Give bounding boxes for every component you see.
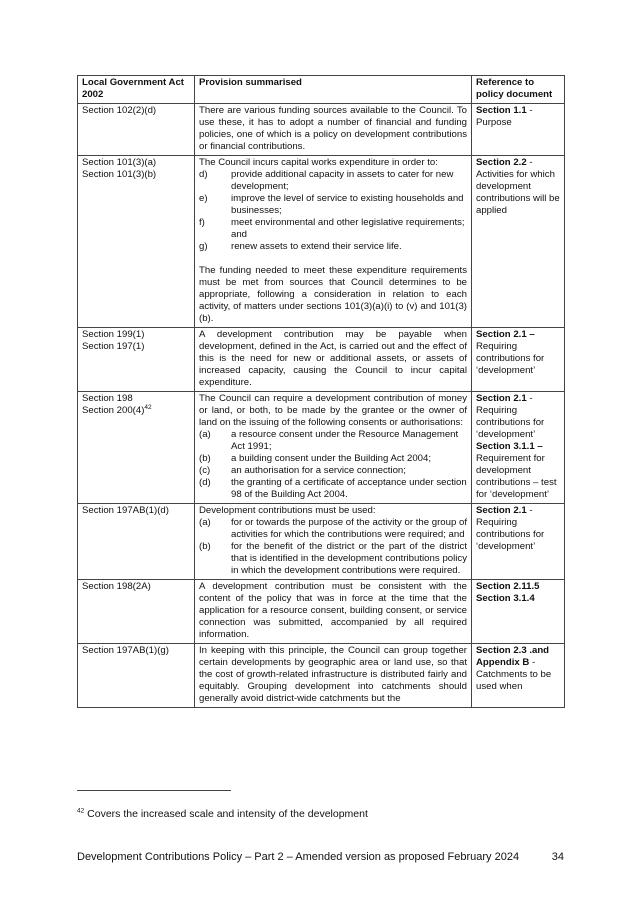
table-row (78, 644, 565, 708)
list-text: for the benefit of the district or the part of the district that is identified in the development contributions policy in which the development contributions were required. (231, 541, 467, 576)
act-section-cell (78, 392, 195, 504)
footnote-text: Covers the increased scale and intensity of the development (84, 808, 368, 820)
act-section: Section 199(1) (82, 329, 145, 340)
reference-text: Requirement for development contributions – test for ‘development’ (476, 453, 557, 500)
list-text: a resource consent under the Resource Management Act 1991; (231, 429, 459, 452)
footnote-divider (77, 790, 231, 791)
table-row (78, 104, 565, 156)
list-item (199, 217, 467, 241)
list-item (199, 517, 467, 541)
reference-cell (472, 504, 565, 580)
provision-list (199, 517, 467, 577)
reference-text: - Catchments to be used when (476, 657, 552, 692)
list-text: for or towards the purpose of the activity or the group of activities for which the contributions were required; and (231, 517, 467, 540)
table-row (78, 504, 565, 580)
list-text: provide additional capacity in assets to cater for new development; (231, 169, 454, 192)
list-item (199, 193, 467, 217)
provision-cell: In keeping with this principle, the Council can group together certain developments by geographic area or land use, so that the cost of growth-related infrastructure is distributed fairly and equitably. Grouping development into catchments should generally avoid district-wide catchments but the (195, 644, 472, 708)
provision-cell (195, 156, 472, 328)
reference-bold: Section 3.1.1 – (476, 441, 543, 452)
reference-bold: Section 2.1 (476, 393, 527, 404)
reference-text: - Requiring contributions for ‘development’ (476, 505, 545, 552)
provision-cell: There are various funding sources available to the Council. To use these, it has to adopt a number of financial and funding policies, one of which is a policy on development contributions or financial contributions. (195, 104, 472, 156)
act-section-cell (78, 328, 195, 392)
act-section: Section 197AB(1)(d) (82, 505, 169, 516)
reference-cell (472, 580, 565, 644)
reference-bold: Section 1.1 (476, 105, 527, 116)
act-section-cell (78, 504, 195, 580)
list-marker: d) (199, 169, 208, 180)
provision-list (199, 169, 467, 253)
list-text: an authorisation for a service connection; (231, 465, 406, 476)
act-section: Section 198 (82, 393, 133, 404)
footnote-number: 42 (77, 807, 85, 815)
list-marker: (d) (199, 477, 211, 488)
list-marker: (b) (199, 453, 211, 464)
reference-cell (472, 328, 565, 392)
act-section-cell (78, 104, 195, 156)
act-section: Section 102(2)(d) (82, 105, 157, 116)
list-item (199, 541, 467, 577)
list-marker: e) (199, 193, 208, 204)
reference-text: - Purpose (476, 105, 533, 128)
list-item (199, 169, 467, 193)
list-item (199, 465, 467, 477)
act-section (82, 405, 190, 417)
reference-bold: Section 2.1 (476, 505, 527, 516)
table-row (78, 392, 565, 504)
provision-outro: The funding needed to meet these expenditure requirements must be met from sources that Council determines to be appropriate, following a consideration in relation to each activity, of matters under sections 101(3)(a)(i) to (v) and 101(3)(b). (199, 265, 467, 324)
reference-bold: Section 2.1 – (476, 329, 535, 340)
reference-bold: Section 2.3 .and Appendix B (476, 645, 550, 668)
act-section: Section 197AB(1)(g) (82, 645, 169, 656)
reference-text: - Requiring contributions for ‘development’ (476, 393, 545, 440)
reference-cell (472, 156, 565, 328)
act-section-cell (78, 156, 195, 328)
act-section-text: Section 200(4) (82, 405, 145, 416)
provision-list (199, 429, 467, 501)
provision-cell: A development contribution must be consistent with the content of the policy that was in force at the time that the application for a resource consent, building consent, or service connection was submitted, accompanied by all required information. (195, 580, 472, 644)
provision-cell (195, 504, 472, 580)
footnote (77, 808, 368, 820)
table-row (78, 328, 565, 392)
table-row (78, 580, 565, 644)
list-marker: (a) (199, 517, 211, 528)
reference-cell (472, 104, 565, 156)
act-section-cell (78, 644, 195, 708)
reference-text: Requiring contributions for ‘development’ (476, 341, 545, 376)
reference-bold: Section 2.2 (476, 157, 527, 168)
list-text: renew assets to extend their service life. (231, 241, 402, 252)
reference-bold: Section 3.1.4 (476, 593, 535, 604)
reference-cell (472, 644, 565, 708)
provision-intro: The Council incurs capital works expenditure in order to: (199, 157, 438, 168)
page-number: 34 (551, 851, 564, 863)
act-section: Section 101(3)(a) (82, 157, 157, 168)
list-text: a building consent under the Building Act 2004; (231, 453, 432, 464)
reference-text: - Activities for which development contributions will be applied (476, 157, 560, 216)
act-section: Section 197(1) (82, 341, 145, 352)
list-marker: (b) (199, 541, 211, 552)
table-header-row (78, 76, 565, 104)
footer-title: Development Contributions Policy – Part 2 – Amended version as proposed February 2024 (77, 851, 520, 863)
footnote-ref: 42 (144, 403, 152, 411)
list-item (199, 477, 467, 501)
provision-intro: The Council can require a development contribution of money or land, or both, to be made by the grantee or the owner of land on the issuing of the following consents or authorisations: (199, 393, 467, 428)
list-marker: g) (199, 241, 208, 252)
header-act: Local Government Act 2002 (78, 76, 195, 104)
provision-cell (195, 392, 472, 504)
list-text: the granting of a certificate of acceptance under section 98 of the Building Act 2004. (231, 477, 467, 500)
page-footer (77, 851, 564, 863)
act-section: Section 198(2A) (82, 581, 151, 592)
reference-cell (472, 392, 565, 504)
list-item (199, 453, 467, 465)
list-marker: (c) (199, 465, 211, 476)
list-text: improve the level of service to existing households and businesses; (231, 193, 464, 216)
list-item (199, 429, 467, 453)
act-section-cell (78, 580, 195, 644)
list-marker: f) (199, 217, 205, 228)
reference-bold: Section 2.11.5 (476, 581, 540, 592)
table-row (78, 156, 565, 328)
provisions-table (77, 75, 565, 708)
list-marker: (a) (199, 429, 211, 440)
list-item (199, 241, 467, 253)
header-provision: Provision summarised (195, 76, 472, 104)
provision-cell: A development contribution may be payable when development, defined in the Act, is carried out and the effect of this is the need for new or additional assets, or assets of increased capacity, causing the Council to incur capital expenditure. (195, 328, 472, 392)
list-text: meet environmental and other legislative requirements; and (231, 217, 465, 240)
act-section: Section 101(3)(b) (82, 169, 157, 180)
header-reference: Reference to policy document (472, 76, 565, 104)
provision-intro: Development contributions must be used: (199, 505, 376, 516)
